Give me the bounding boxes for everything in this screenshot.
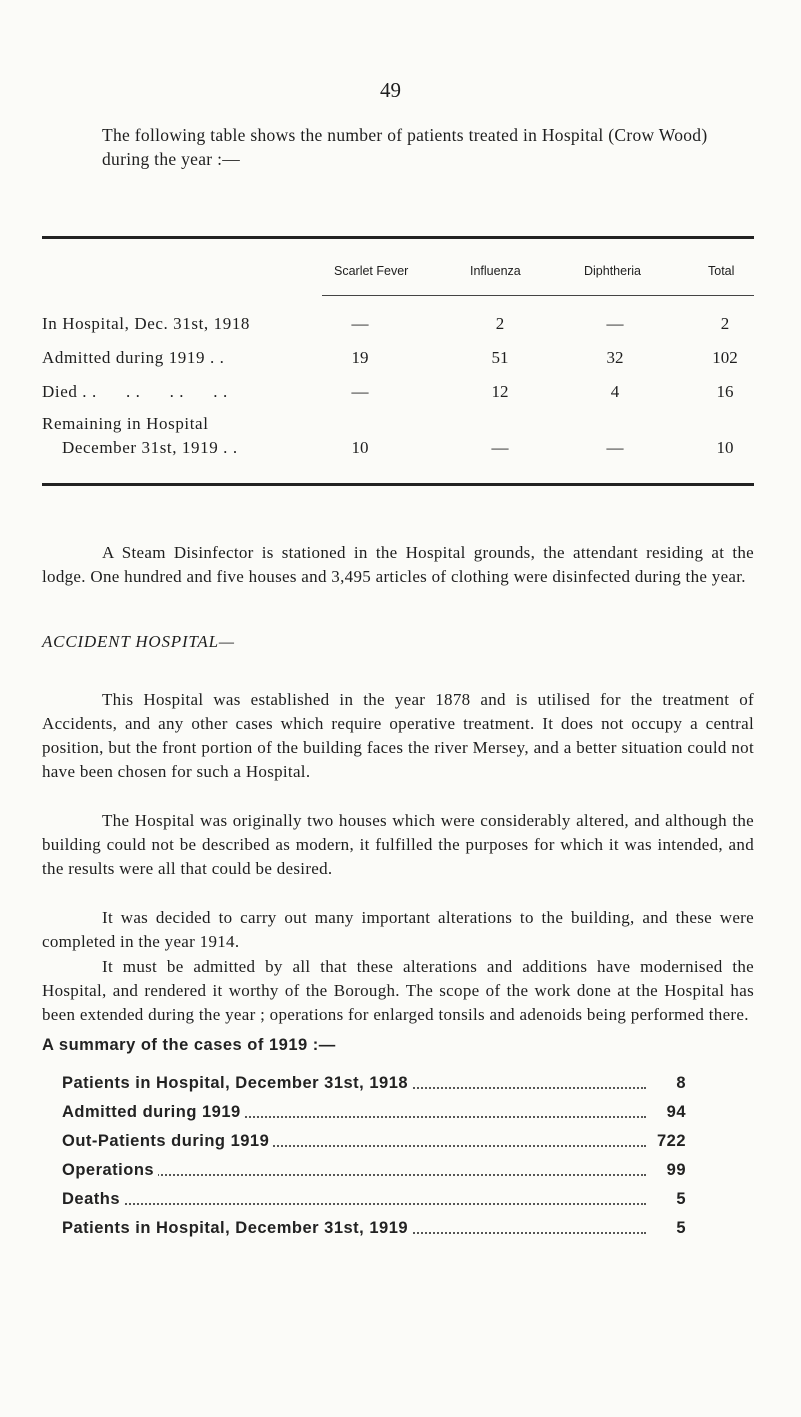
table-row-label: Remaining in Hospital bbox=[42, 414, 209, 433]
paragraph-3 bbox=[42, 906, 754, 954]
paragraph-text: This Hospital was established in the year 1878 and is utilised for the treatment of Accidents, and any other cases which require operative treatment. It does not occupy a central position, but the front portion of the building faces the river Mersey, and a better situation could not have been chosen for such a Hospital. bbox=[42, 690, 754, 781]
table-cell: — bbox=[351, 382, 369, 401]
table-cell: 4 bbox=[610, 382, 620, 401]
table-row-label: Died . . . . . . . . bbox=[42, 382, 228, 401]
table-cell: 102 bbox=[712, 348, 738, 367]
paragraph-4 bbox=[42, 955, 754, 1027]
table-cell: — bbox=[606, 438, 624, 457]
table-cell: 2 bbox=[720, 314, 730, 333]
table-bottom-rule bbox=[42, 483, 754, 486]
col-header-scarlet-fever: Scarlet Fever bbox=[334, 264, 409, 278]
table-cell: 51 bbox=[491, 348, 509, 367]
summary-label: Out-Patients during 1919 bbox=[62, 1132, 273, 1150]
summary-label: Admitted during 1919 bbox=[62, 1103, 245, 1121]
table-cell: 32 bbox=[606, 348, 624, 367]
table-row-label: Admitted during 1919 . . bbox=[42, 348, 225, 367]
summary-label: Patients in Hospital, December 31st, 1919 bbox=[62, 1219, 412, 1237]
table-cell: 19 bbox=[351, 348, 369, 367]
section-heading: ACCIDENT HOSPITAL— bbox=[42, 632, 235, 651]
table-cell: 2 bbox=[495, 314, 505, 333]
summary-label: Operations bbox=[62, 1161, 158, 1179]
paragraph-text: It was decided to carry out many important alterations to the building, and these were completed in the year 1914. bbox=[42, 908, 754, 951]
table-cell: — bbox=[351, 314, 369, 333]
summary-value: 5 bbox=[672, 1190, 686, 1209]
table-cell: — bbox=[491, 438, 509, 457]
summary-value: 722 bbox=[653, 1132, 686, 1151]
summary-row bbox=[62, 1132, 686, 1151]
table-cell: — bbox=[606, 314, 624, 333]
paragraph-text: It must be admitted by all that these alterations and additions have modernised the Hospital, and rendered it worthy of the Borough. The scope of the work done at the Hospital has been extended during the year ; operations for enlarged tonsils and adenoids being performed there. bbox=[42, 957, 754, 1024]
table-cell: 10 bbox=[351, 438, 369, 457]
summary-row bbox=[62, 1219, 686, 1238]
header-rule bbox=[322, 295, 754, 296]
summary-row bbox=[62, 1074, 686, 1093]
summary-row bbox=[62, 1190, 686, 1209]
table-cell: 10 bbox=[716, 438, 734, 457]
summary-value: 99 bbox=[663, 1161, 686, 1180]
summary-row bbox=[62, 1161, 686, 1180]
table-row-label-line2: December 31st, 1919 . . bbox=[62, 438, 238, 457]
leader-dots bbox=[62, 1203, 646, 1205]
summary-row bbox=[62, 1103, 686, 1122]
paragraph-2 bbox=[42, 809, 754, 881]
summary-value: 94 bbox=[663, 1103, 686, 1122]
table-row-label: In Hospital, Dec. 31st, 1918 bbox=[42, 314, 251, 333]
col-header-total: Total bbox=[708, 264, 735, 278]
disinfector-paragraph bbox=[42, 541, 754, 589]
table-cell: 16 bbox=[716, 382, 734, 401]
paragraph-text: The Hospital was originally two houses which were considerably altered, and although the building could not be described as modern, it fulfilled the purposes for which it was intended, and the results were all that could be desired. bbox=[42, 811, 754, 878]
table-cell: 12 bbox=[491, 382, 509, 401]
summary-label: Patients in Hospital, December 31st, 1918 bbox=[62, 1074, 412, 1092]
paragraph-text: A Steam Disinfector is stationed in the Hospital grounds, the attendant residing at the lodge. One hundred and five houses and 3,495 articles of clothing were disinfected during the year. bbox=[42, 543, 754, 586]
summary-title: A summary of the cases of 1919 :— bbox=[42, 1036, 336, 1054]
col-header-influenza: Influenza bbox=[470, 264, 521, 278]
table-top-rule bbox=[42, 236, 754, 239]
summary-value: 8 bbox=[672, 1074, 686, 1093]
intro-text: The following table shows the number of patients treated in Hospital (Crow Wood) during the year :— bbox=[102, 125, 708, 169]
page-number: 49 bbox=[380, 78, 401, 102]
col-header-diphtheria: Diphtheria bbox=[584, 264, 641, 278]
paragraph-1 bbox=[42, 688, 754, 784]
summary-value: 5 bbox=[672, 1219, 686, 1238]
summary-label: Deaths bbox=[62, 1190, 124, 1208]
